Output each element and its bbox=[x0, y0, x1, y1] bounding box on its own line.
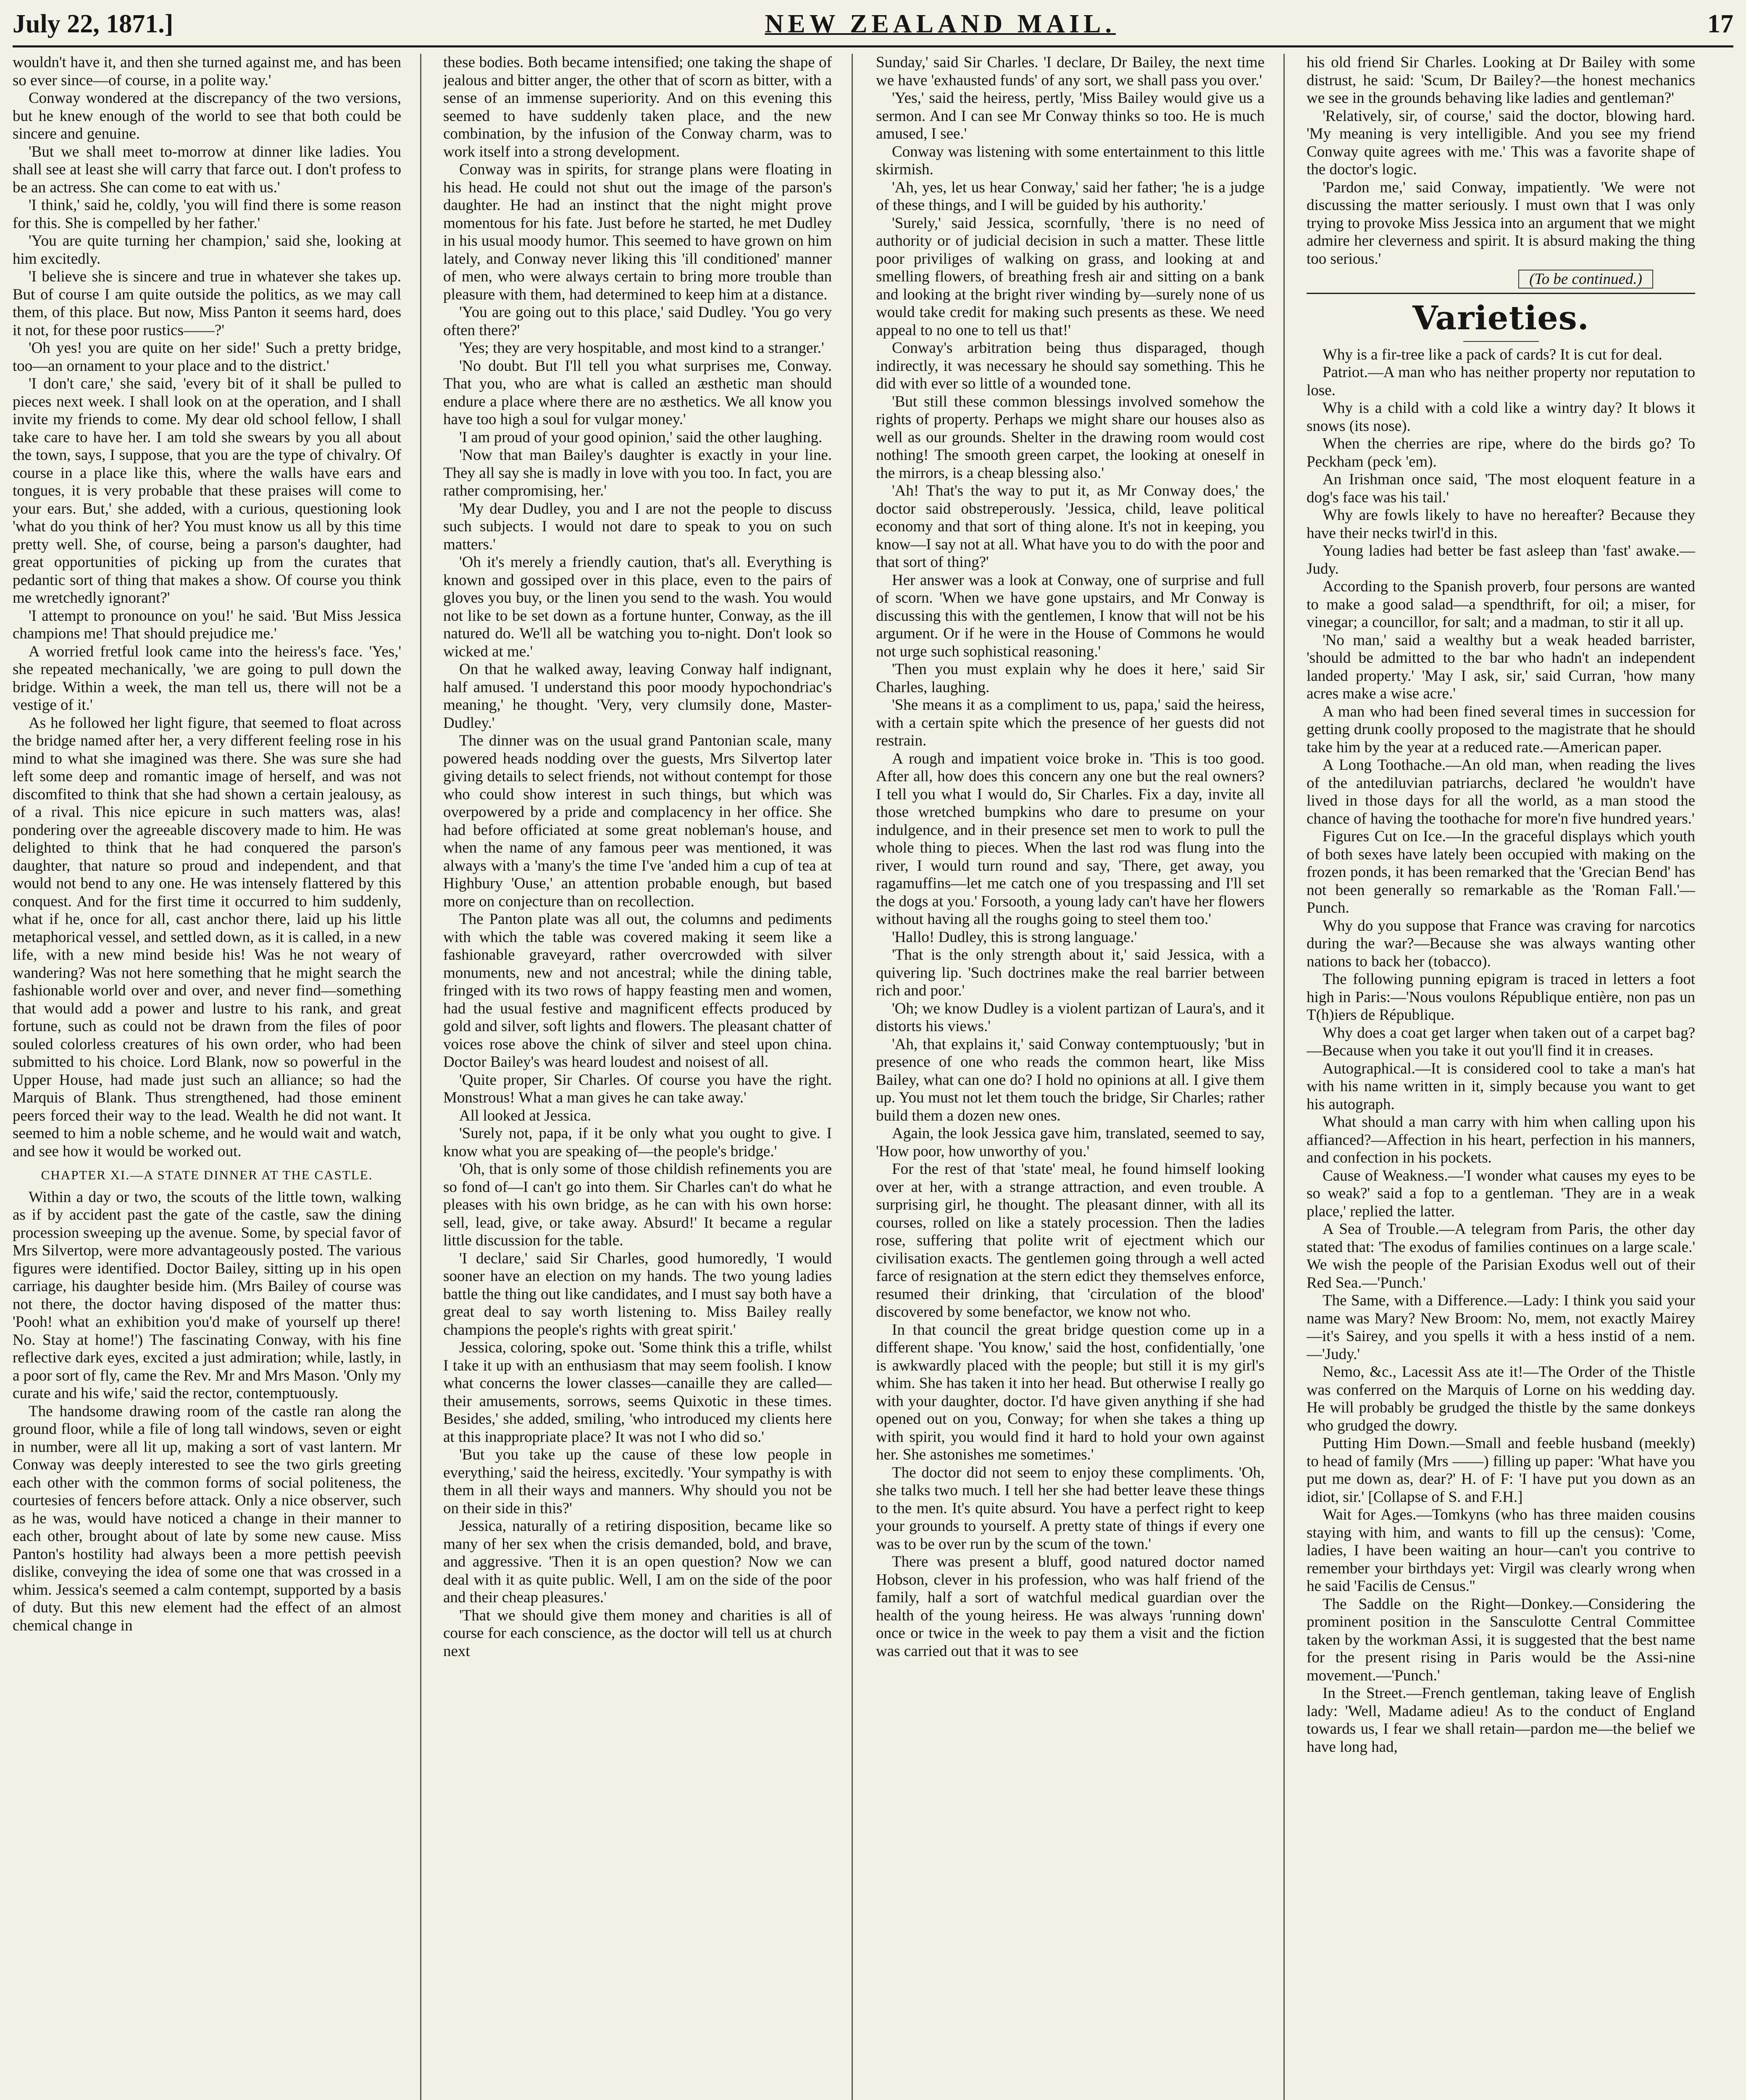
masthead bbox=[13, 8, 1733, 40]
paragraph: Autographical.—It is considered cool to take a man's hat with his name written in it, simply because you want to get his autograph. bbox=[1307, 1060, 1695, 1113]
paragraph: Within a day or two, the scouts of the little town, walking as if by accident past the gate of the castle, saw the dining procession sweeping up the avenue. Some, by special favor of Mrs Silvertop, were more advantageously posted. The various figures were identified. Doctor Bailey, sitting up in his open carriage, his daughter beside him. (Mrs Bailey of course was not there, the doctor having disposed of the matter thus: 'Pooh! what an exhibition you'd make of yourself up there! No. Stay at home!') The fascinating Conway, with his fine reflective dark eyes, excited a just admiration; while, lastly, in a poor sort of fly, came the Rev. Mr and Mrs Mason. 'Only my curate and his wife,' said the rector, contemptuously. bbox=[13, 1188, 401, 1402]
paragraph: wouldn't have it, and then she turned against me, and has been so ever since—of course, in a polite way.' bbox=[13, 54, 401, 89]
paragraph: A worried fretful look came into the heiress's face. 'Yes,' she repeated mechanically, 'we are going to pull down the bridge. Within a week, the man tell us, there will not be a vestige of it.' bbox=[13, 643, 401, 714]
paragraph: 'Hallo! Dudley, this is strong language.' bbox=[892, 928, 1137, 946]
paragraph: Jessica, coloring, spoke out. 'Some think this a trifle, whilst I take it up with an enthusiasm that may seem foolish. I know what concerns the lower classes—canaille they are called—their amusements, sorrows, seems Quixotic in these times. Besides,' she added, smiling, 'who introduced my clients here at this inappropriate place? It was not I who did so.' bbox=[443, 1339, 832, 1446]
column-3 bbox=[876, 54, 1265, 2100]
paragraph: A man who had been fined several times in succession for getting drunk coolly proposed to the magistrate that he should take him by the year at a reduced rate.—American paper. bbox=[1307, 703, 1695, 756]
paragraph: All looked at Jessica. bbox=[459, 1107, 592, 1124]
paragraph: A Long Toothache.—An old man, when reading the lives of the antediluvian patriarchs, declared 'he wouldn't have lived in those days for all the world, as a man stood the chance of having the toothache for more'n five hundred years.' bbox=[1307, 756, 1695, 827]
paragraph: Conway was listening with some entertainment to this little skirmish. bbox=[876, 143, 1265, 178]
paragraph: his old friend Sir Charles. Looking at Dr Bailey with some distrust, he said: 'Scum, Dr Bailey?—the honest mechanics we see in the grounds behaving like ladies and gentleman?' bbox=[1307, 54, 1695, 107]
paragraph: 'Ah, yes, let us hear Conway,' said her father; 'he is a judge of these things, and I will be guided by his authority.' bbox=[876, 178, 1265, 214]
paragraph: A Sea of Trouble.—A telegram from Paris, the other day stated that: 'The exodus of families continues on a large scale.' We wish the people of the Parisian Exodus well out of their Red Sea.—'Punch.' bbox=[1307, 1221, 1695, 1292]
paragraph: Putting Him Down.—Small and feeble husband (meekly) to head of family (Mrs ——) filling up paper: 'What have you put me down as, dear?' H. of F: 'I have put you down as an idiot, sir.' [Collapse of S. and F.H.] bbox=[1307, 1435, 1695, 1506]
to-be-continued-label: (To be continued.) bbox=[1518, 270, 1653, 289]
paragraph: 'I don't care,' she said, 'every bit of it shall be pulled to pieces next week. I shall look on at the operation, and I shall invite my friends to come. My dear old school fellow, I shall take care to have her. I am told she swears by you all about the town, says, I suppose, that you are the type of chivalry. Of course in a place like this, where the walls have ears and tongues, it is very probable that these praises will come to your ears. But,' she added, with a curious, questioning look 'what do you think of her? You must know us all by this time pretty well. She, of course, being a parson's daughter, had great opportunities of picking up from the curates that pedantic sort of thing that makes a show. Of course you think me wretchedly ignorant?' bbox=[13, 375, 401, 606]
paragraph: 'You are quite turning her champion,' said she, looking at him excitedly. bbox=[13, 232, 401, 268]
paragraph: In that council the great bridge question come up in a different shape. 'You know,' said the host, confidentially, 'one is awkwardly placed with the people; but still it is my girl's whim. She has taken it into her head. But otherwise I really go with your daughter, doctor. I'd have given anything if she had opened out on you, Conway; for when she takes a thing up with spirit, you would find it hard to hold your own against her. She astonishes me sometimes.' bbox=[876, 1321, 1265, 1463]
paragraph: 'No doubt. But I'll tell you what surprises me, Conway. That you, who are what is called an æsthetic man should endure a place where there are no æsthetics. We all know you have too high a soul for vulgar money.' bbox=[443, 357, 832, 428]
paragraph: The doctor did not seem to enjoy these compliments. 'Oh, she talks two much. I tell her she had better leave these things to the men. It's quite absurd. You have a perfect right to keep your grounds to yourself. A pretty state of things if every one was to be over run by the scum of the town.' bbox=[876, 1464, 1265, 1553]
paragraph: What should a man carry with him when calling upon his affianced?—Affection in his heart, perfection in his manners, and confection in his pockets. bbox=[1307, 1113, 1695, 1166]
paragraph: Patriot.—A man who has neither property nor reputation to lose. bbox=[1307, 364, 1695, 399]
column-4 bbox=[1307, 54, 1695, 2100]
paragraph: 'Ah! That's the way to put it, as Mr Conway does,' the doctor said obstreperously. 'Jessica, child, leave political economy and that sort of thing alone. It's not in keeping, you know—I say not at all. What have you to do with the poor and that sort of thing?' bbox=[876, 482, 1265, 571]
paragraph: The handsome drawing room of the castle ran along the ground floor, while a file of long tall windows, seven or eight in number, were all lit up, making a sort of vast lantern. Mr Conway was deeply interested to see the two girls greeting each other with the common forms of social politeness, the courtesies of fencers before attack. Only a nice observer, such as he was, would have noticed a change in their manner to each other, brought about of late by some new cause. Miss Panton's hostility had always been a more pettish peevish dislike, conveying the idea of some one that was crossed in a whim. Jessica's seemed a calm contempt, supported by a basis of duty. But this new element had the effect of an almost chemical change in bbox=[13, 1402, 401, 1634]
paragraph: 'Quite proper, Sir Charles. Of course you have the right. Monstrous! What a man gives he can take away.' bbox=[443, 1071, 832, 1106]
paragraph: 'But still these common blessings involved somehow the rights of property. Perhaps we might share our houses also as well as our grounds. Shelter in the drawing room would cost nothing! The smooth green carpet, the looking at oneself in the mirrors, is a cheap blessing also.' bbox=[876, 393, 1265, 482]
paragraph: According to the Spanish proverb, four persons are wanted to make a good salad—a spendthrift, for oil; a miser, for vinegar; a councillor, for salt; and a madman, to stir it all up. bbox=[1307, 578, 1695, 631]
paragraph: Her answer was a look at Conway, one of surprise and full of scorn. 'When we have gone upstairs, and Mr Conway is discussing this with the gentlemen, I know that will not be his argument. Or if he were in the House of Commons he would not urge such sophistical reasoning.' bbox=[876, 571, 1265, 660]
paragraph: 'Oh, that is only some of those childish refinements you are so fond of—I can't go into them. Sir Charles can't do what he pleases with his own bridge, as he can with his own horse: sell, lead, give, or take away. Absurd!' It became a regular little discussion for the table. bbox=[443, 1160, 832, 1249]
paragraph: Figures Cut on Ice.—In the graceful displays which youth of both sexes have lately been occupied with making on the frozen ponds, it has been remarked that the 'Grecian Bend' has not been generally so remarkable as the 'Roman Fall.'—Punch. bbox=[1307, 828, 1695, 916]
paragraph: 'Oh yes! you are quite on her side!' Such a pretty bridge, too—an ornament to your place and to the district.' bbox=[13, 339, 401, 375]
paragraph: Conway was in spirits, for strange plans were floating in his head. He could not shut out the image of the parson's daughter. He had an instinct that the night might prove momentous for his fate. Just before he started, he met Dudley in his usual moody humor. This seemed to have grown on him lately, and Conway never liking this 'ill conditioned' manner of men, who were always certain to bring more trouble than pleasure with them, had determined to keep him at a distance. bbox=[443, 161, 832, 303]
paragraph: Jessica, naturally of a retiring disposition, became like so many of her sex when the crisis demanded, bold, and brave, and aggressive. 'Then it is an open question? Now we can deal with it as quite public. Well, I am on the side of the poor and their cheap pleasures.' bbox=[443, 1517, 832, 1606]
paragraph: The following punning epigram is traced in letters a foot high in Paris:—'Nous voulons République entière, non pas un T(h)iers de République. bbox=[1307, 971, 1695, 1024]
paragraph: 'Oh it's merely a friendly caution, that's all. Everything is known and gossiped over in this place, even to the pairs of gloves you buy, or the linen you send to the wash. You would not like to be set down as a fortune hunter, Conway, as the ill natured do. We'll all be watching you to-night. Don't look so wicked at me.' bbox=[443, 554, 832, 660]
column-divider bbox=[1283, 54, 1285, 2100]
paragraph: Why is a child with a cold like a wintry day? It blows it snows (its nose). bbox=[1307, 399, 1695, 435]
masthead-rule bbox=[13, 45, 1733, 47]
paragraph: 'I am proud of your good opinion,' said the other laughing. bbox=[459, 428, 823, 446]
paragraph: 'But we shall meet to-morrow at dinner like ladies. You shall see at least she will carry that farce out. I don't profess to be an actress. She can come to eat with us.' bbox=[13, 143, 401, 196]
paragraph: Why are fowls likely to have no hereafter? Because they have their necks twirl'd in this. bbox=[1307, 507, 1695, 542]
section-title: Varieties. bbox=[1412, 299, 1589, 337]
paragraph: 'That is the only strength about it,' said Jessica, with a quivering lip. 'Such doctrines make the real barrier between rich and poor.' bbox=[876, 946, 1265, 999]
paragraph: 'Yes,' said the heiress, pertly, 'Miss Bailey would give us a sermon. And I can see Mr Conway thinks so too. He is much amused, I see.' bbox=[876, 89, 1265, 142]
column-divider bbox=[420, 54, 421, 2100]
paragraph: 'She means it as a compliment to us, papa,' said the heiress, with a certain spite which the presence of her guests did not restrain. bbox=[876, 696, 1265, 749]
paragraph: In the Street.—French gentleman, taking leave of English lady: 'Well, Madame adieu! As to the conduct of England towards us, I fear we shall retain—pardon me—the belief we have long had, bbox=[1307, 1685, 1695, 1756]
paragraph: The dinner was on the usual grand Pantonian scale, many powered heads nodding over the guests, Mrs Silvertop later giving details to select friends, not without contempt for those who could show interest in such things, but which was overpowered by a pride and complacency in her office. She had before officiated at some great nobleman's house, and when the name of any famous peer was mentioned, it was always with a 'many's the time I've 'anded him a cup of tea at Highbury 'Ouse,' an attention probable enough, but based more on conjecture than on recollection. bbox=[443, 732, 832, 910]
paragraph: An Irishman once said, 'The most eloquent feature in a dog's face was his tail.' bbox=[1307, 471, 1695, 506]
paragraph: 'I attempt to pronounce on you!' he said. 'But Miss Jessica champions me! That should prejudice me.' bbox=[13, 607, 401, 642]
paragraph: 'Surely not, papa, if it be only what you ought to give. I know what you are speaking of—the people's bridge.' bbox=[443, 1125, 832, 1160]
paragraph: Conway wondered at the discrepancy of the two versions, but he knew enough of the world to see that both could be sincere and genuine. bbox=[13, 89, 401, 142]
paragraph: 'Yes; they are very hospitable, and most kind to a stranger.' bbox=[459, 339, 824, 357]
paragraph: 'I think,' said he, coldly, 'you will find there is some reason for this. She is compelled by her father.' bbox=[13, 197, 401, 232]
paragraph: 'Surely,' said Jessica, scornfully, 'there is no need of authority or of judicial decision in such a matter. These little poor priviliges of walking on grass, and looking at and smelling flowers, of breathing fresh air and sitting on a bank and looking at the bright river winding by—surely none of us would take credit for making such presents as these. We need appeal to no one to tell us that!' bbox=[876, 214, 1265, 339]
section-rule bbox=[1307, 293, 1695, 294]
paragraph: Nemo, &c., Lacessit Ass ate it!—The Order of the Thistle was conferred on the Marquis of Lorne on his wedding day. He will probably be grudged the thistle by the same donkeys who grudged the dowry. bbox=[1307, 1363, 1695, 1434]
section-rule bbox=[1463, 341, 1539, 342]
paragraph: Wait for Ages.—Tomkyns (who has three maiden cousins staying with him, and wants to fill up the census): 'Come, ladies, I have been waiting an hour—can't you contrive to remember your birthdays yet: Virgil was clearly wrong when he said 'Facilis de Census.'' bbox=[1307, 1506, 1695, 1595]
paragraph: A rough and impatient voice broke in. 'This is too good. After all, how does this concern any one but the real owners? I tell you what I would do, Sir Charles. Fix a day, invite all those wretched bumpkins who dare to presume on your indulgence, and in their presence set men to work to pull the whole thing to pieces. When the last rod was flung into the river, I would turn round and say, 'There, get away, you ragamuffins—let me catch one of you trespassing and I'll set the dogs at you.' Forsooth, a young lady can't have her flowers without having all the roughs going to steel them too.' bbox=[876, 750, 1265, 928]
paragraph: Why is a fir-tree like a pack of cards? It is cut for deal. bbox=[1323, 346, 1662, 363]
to-be-continued bbox=[1307, 270, 1695, 289]
paragraph: 'Now that man Bailey's daughter is exactly in your line. They all say she is madly in love with you too. In fact, you are rather compromising, her.' bbox=[443, 446, 832, 499]
paragraph: Sunday,' said Sir Charles. 'I declare, Dr Bailey, the next time we have 'exhausted funds' of any sort, we shall pass you over.' bbox=[876, 54, 1265, 89]
newspaper-title: NEW ZEALAND MAIL. bbox=[765, 9, 1116, 38]
chapter-heading: CHAPTER XI.—A STATE DINNER AT THE CASTLE. bbox=[41, 1168, 373, 1182]
paragraph: 'Relatively, sir, of course,' said the doctor, blowing hard. 'My meaning is very intelligible. And you see my friend Conway quite agrees with me.' This was a favorite shape of the doctor's logic. bbox=[1307, 107, 1695, 178]
paragraph: 'But you take up the cause of these low people in everything,' said the heiress, excitedly. 'Your sympathy is with them in all their ways and manners. Why should you not be on their side in this?' bbox=[443, 1446, 832, 1517]
paragraph: these bodies. Both became intensified; one taking the shape of jealous and bitter anger, the other that of scorn as bitter, with a sense of an immense superiority. And on this evening this seemed to have suddenly taken place, and the new combination, by the infusion of the Conway charm, was to work itself into a strong development. bbox=[443, 54, 832, 160]
paragraph: 'Pardon me,' said Conway, impatiently. 'We were not discussing the matter seriously. I must own that I was only trying to provoke Miss Jessica into an argument that we might admire her cleverness and spirit. It is absurd making the thing too serious.' bbox=[1307, 178, 1695, 268]
paragraph: On that he walked away, leaving Conway half indignant, half amused. 'I understand this poor moody hypochondriac's meaning,' he thought. 'Very, very clumsily done, Master-Dudley.' bbox=[443, 661, 832, 732]
paragraph: Conway's arbitration being thus disparaged, though indirectly, it was necessary he should say something. This he did with ever so little of a wounded tone. bbox=[876, 339, 1265, 392]
paragraph: 'I believe she is sincere and true in whatever she takes up. But of course I am quite outside the politics, as we may call them, of this place. But now, Miss Panton it seems hard, does it not, for these poor rustics——?' bbox=[13, 268, 401, 339]
paragraph: For the rest of that 'state' meal, he found himself looking over at her, with a strange attraction, and even trouble. A surprising girl, he thought. The pleasant dinner, with all its courses, rolled on like a stately procession. Then the ladies rose, suffering that polite writ of ejectment which our civilisation exacts. The gentlemen going through a well acted farce of resignation at the stern edict they themselves enforce, resumed their drinking, that 'circulation of the blood' discovered by some benefactor, we know not who. bbox=[876, 1160, 1265, 1320]
paragraph: As he followed her light figure, that seemed to float across the bridge named after her, a very different feeling rose in his mind to what she imagined was there. She was sure she had left some deep and romantic image of herself, and was not discomfited to think that she had shown a certain jealousy, as of a rival. This nice epicure in such matters was, alas! pondering over the agreeable discovery made to him. He was delighted to think that he had conquered the parson's daughter, that nature so proud and independent, and that would not bend to any one. He was intensely flattered by this conquest. And for the first time it occurred to him suddenly, what if he, once for all, cast anchor there, laid up his little metaphorical vessel, and settled down, as it is called, in a new life, with a new mind beside his! Was he not weary of wandering? Was not here something that he might search the fashionable world over and over, and never find—something that would add a power and lustre to his rank, and great fortune, such as could not be drawn from the files of poor souled colorless creatures of his own order, who had been submitted to his choice. Lord Blank, now so powerful in the Upper House, had made just such an alliance; so had the Marquis of Blank. Thus strengthened, had those eminent peers forced their way to the lead. Wealth he did not want. It seemed to him a noble scheme, and he would wait and watch, and see how it would be worked out. bbox=[13, 714, 401, 1160]
paragraph: 'Then you must explain why he does it here,' said Sir Charles, laughing. bbox=[876, 661, 1265, 696]
paragraph: 'That we should give them money and charities is all of course for each conscience, as the doctor will tell us at church next bbox=[443, 1606, 832, 1660]
paragraph: Why do you suppose that France was craving for narcotics during the war?—Because she was always wanting other nations to back her (tobacco). bbox=[1307, 917, 1695, 970]
paragraph: Why does a coat get larger when taken out of a carpet bag?—Because when you take it out you'll find it in creases. bbox=[1307, 1024, 1695, 1059]
page-number: 17 bbox=[1707, 9, 1733, 38]
paragraph: 'Oh; we know Dudley is a violent partizan of Laura's, and it distorts his views.' bbox=[876, 1000, 1265, 1035]
paragraph: 'I declare,' said Sir Charles, good humoredly, 'I would sooner have an election on my hands. The two young ladies battle the thing out like candidates, and I must say both have a great deal to say worth listening to. Miss Bailey really champions the people's rights with great spirit.' bbox=[443, 1250, 832, 1339]
paragraph: 'You are going out to this place,' said Dudley. 'You go very often there?' bbox=[443, 304, 832, 339]
paragraph: 'No man,' said a wealthy but a weak headed barrister, 'should be admitted to the bar who hadn't an independent landed property.' 'May I ask, sir,' said Curran, 'how many acres make a wise acre.' bbox=[1307, 631, 1695, 702]
column-2 bbox=[443, 54, 832, 2100]
issue-date: July 22, 1871.] bbox=[13, 9, 174, 38]
paragraph: The Panton plate was all out, the columns and pediments with which the table was covered making it seem like a fashionable graveyard, rather overcrowded with silver monuments, new and not ancestral; while the dining table, fringed with its two rows of happy feasting men and women, had the usual festive and magnificent effects produced by gold and silver, soft lights and flowers. The pleasant chatter of voices rose above the chink of silver and steel upon china. Doctor Bailey's was heard loudest and noisest of all. bbox=[443, 911, 832, 1071]
column-1 bbox=[13, 54, 401, 2100]
paragraph: The Saddle on the Right—Donkey.—Considering the prominent position in the Sansculotte Central Committee taken by the workman Assi, it is suggested that the best name for the present rising in Paris would be the Assi-nine movement.—'Punch.' bbox=[1307, 1595, 1695, 1684]
paragraph: When the cherries are ripe, where do the birds go? To Peckham (peck 'em). bbox=[1307, 435, 1695, 470]
paragraph: Again, the look Jessica gave him, translated, seemed to say, 'How poor, how unworthy of you.' bbox=[876, 1125, 1265, 1160]
paragraph: The Same, with a Difference.—Lady: I think you said your name was Mary? New Broom: No, mem, not exactly Mairey—it's Sairey, and you spells it with a hess instid of a nem.—'Judy.' bbox=[1307, 1292, 1695, 1363]
paragraph: 'Ah, that explains it,' said Conway contemptuously; 'but in presence of one who reads the common heart, like Miss Bailey, what can one do? I hold no opinions at all. I give them up. You must not let them touch the bridge, Sir Charles; rather build them a dozen new ones. bbox=[876, 1035, 1265, 1124]
paragraph: Young ladies had better be fast asleep than 'fast' awake.—Judy. bbox=[1307, 542, 1695, 578]
paragraph: 'My dear Dudley, you and I are not the people to discuss such subjects. I would not dare to speak to you on such matters.' bbox=[443, 500, 832, 553]
column-divider bbox=[852, 54, 853, 2100]
paragraph: There was present a bluff, good natured doctor named Hobson, clever in his profession, who was half friend of the family, half a sort of watchful medical guardian over the health of the young heiress. He was always 'running down' once or twice in the week to pay them a visit and the fiction was carried out that it was to see bbox=[876, 1553, 1265, 1660]
paragraph: Cause of Weakness.—'I wonder what causes my eyes to be so weak?' said a fop to a gentleman. 'They are in a weak place,' replied the latter. bbox=[1307, 1167, 1695, 1220]
